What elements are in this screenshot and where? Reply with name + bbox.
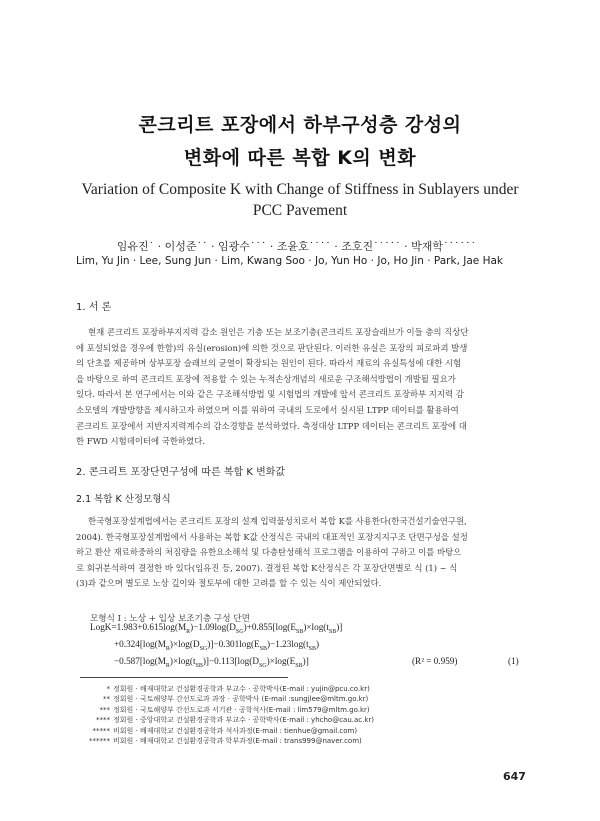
s21-line: (3)과 같으며 별도로 노상 깊이와 절토부에 대한 고려를 할 수 있는 식이 제안되었다. <box>76 578 382 589</box>
model-1-title: 모형식 Ⅰ : 노상 + 입상 보조기층 구성 단면 <box>90 614 250 624</box>
page-number: 647 <box>503 770 526 783</box>
r-squared: (R² = 0.959) <box>412 656 458 666</box>
equation-number: (1) <box>508 656 519 666</box>
authors-korean: 임유진˙ · 이성준˙˙ · 임광수˙˙˙ · 조윤호˙˙˙˙ · 조호진˙˙˙˙˙ · 박재학˙˙˙˙˙˙ <box>116 240 476 253</box>
intro-line: 현재 콘크리트 포장하부지지력 감소 원인은 기층 또는 보조기층(콘크리트 포장슬래브가 이들 층의 직상단 <box>88 327 469 337</box>
footnote: ** 정회원 · 국토해양부 간선도로과 과장 · 공학박사 (E-mail :sungjlee@mltm.go.kr) <box>103 695 369 704</box>
equation-line-1: $LogK=1.983+0.615\log(M_R)-1.09\log(D_{SG})+0.855[\log(E_{SB})\times\log(t_{SB})]$ <box>90 622 343 635</box>
section-2-heading: 2. 콘크리트 포장단면구성에 따른 복합 K 변화값 <box>76 467 286 478</box>
intro-line: 콘크리트 포장에서 지반지지력계수의 감소경향을 분석하였다. 측정대상 LTPP 데이터는 콘크리트 포장에 대 <box>76 420 467 431</box>
intro-line: 한 FWD 시험데이터에 국한하였다. <box>76 436 205 447</box>
section-1-heading: 1. 서 론 <box>76 302 112 313</box>
intro-line: 있다. 따라서 본 연구에서는 이와 같은 구조해석방법 및 시험법의 개발에 앞서 콘크리트 포장하부 지지력 감 <box>76 389 464 400</box>
footnote-divider <box>80 677 288 678</box>
equation-line-3: $-0.587[\log(M_R)\times\log(t_{SB})]-0.113[\log(D_{SG})\times\log(E_{SB})]$ <box>114 656 309 669</box>
intro-line: 을 바탕으로 하여 콘크리트 포장에 적용할 수 있는 누적손상개념의 새로운 구조해석방법이 개발될 필요가 <box>76 373 456 384</box>
section-2-1-paragraph <box>76 514 524 592</box>
footnote: ****** 비회원 · 배재대학교 건설환경공학과 학부과정(E-mail : trans999@naver.com) <box>89 737 362 746</box>
footnote: *** 정회원 · 국토해양부 간선도로과 서기관 · 공학석사(E-mail : lim579@mltm.go.kr) <box>99 705 370 714</box>
english-title-line-1: Variation of Composite K with Change of Stiffness in Sublayers under <box>81 181 519 198</box>
footnote: * 정회원 · 배재대학교 건설환경공학과 부교수 · 공학박사(E-mail : yujin@pcu.co.kr) <box>106 685 370 693</box>
footnote: **** 정회원 · 중앙대학교 건설환경공학과 부교수 · 공학박사(E-mail : yhcho@cau.ac.kr) <box>96 716 375 725</box>
s21-line: 한국형포장설계법에서는 콘크리트 포장의 설계 입력물성치로서 복합 K를 사용한다(한국건설기술연구원, <box>88 516 467 526</box>
authors-english: Lim, Yu Jin · Lee, Sung Jun · Lim, Kwang Soo · Jo, Yun Ho · Jo, Ho Jin · Park, Jae Hak <box>76 255 503 267</box>
section-2-1-heading: 2.1 복합 K 산정모형식 <box>76 494 171 505</box>
korean-title-line-2: 변화에 따른 복합 K의 변화 <box>183 147 417 169</box>
intro-line: 소모델의 개발방향을 제시하고자 하였으며 이를 위하여 국내의 도로에서 실시된 LTPP 데이터를 활용하여 <box>76 404 459 415</box>
s21-line: 로 회귀분석하여 결정한 바 있다(임유진 등, 2007). 결정된 복합 K산정식은 각 포장단면별로 식 (1) ~ 식 <box>76 562 458 573</box>
s21-line: 2004). 한국형포장설계법에서 사용하는 복합 K값 산정식은 국내의 대표적인 포장지지구조 단면구성을 설정 <box>76 531 468 542</box>
english-title-line-2: PCC Pavement <box>252 202 348 219</box>
footnote: ***** 비회원 · 배재대학교 건설환경공학과 석사과정(E-mail : tienhue@gmail.com) <box>92 726 358 735</box>
introduction-paragraph <box>76 325 524 450</box>
equation-line-2: $+0.324[\log(M_R)\times\log(D_{SG})]-0.301\log(E_{SB})-1.23\log(t_{SB})$ <box>114 639 320 652</box>
intro-line: 에 포설되었을 경우에 한함)의 유실(erosion)에 의한 것으로 판단된다. 이러한 유실은 포장의 피로파괴 발생 <box>76 342 468 353</box>
footnotes <box>70 684 374 746</box>
s21-line: 하고 환산 재료하중하의 처짐량을 유한요소해석 및 다층탄성해석 프로그램을 이용하여 구하고 이를 바탕으 <box>76 547 462 558</box>
intro-line: 의 단초를 제공하며 상부포장 슬래브의 균열이 확장되는 원인이 된다. 따라서 재료의 유실특성에 대한 시험 <box>76 358 462 369</box>
korean-title-line-1: 콘크리트 포장에서 하부구성층 강성의 <box>138 114 462 136</box>
